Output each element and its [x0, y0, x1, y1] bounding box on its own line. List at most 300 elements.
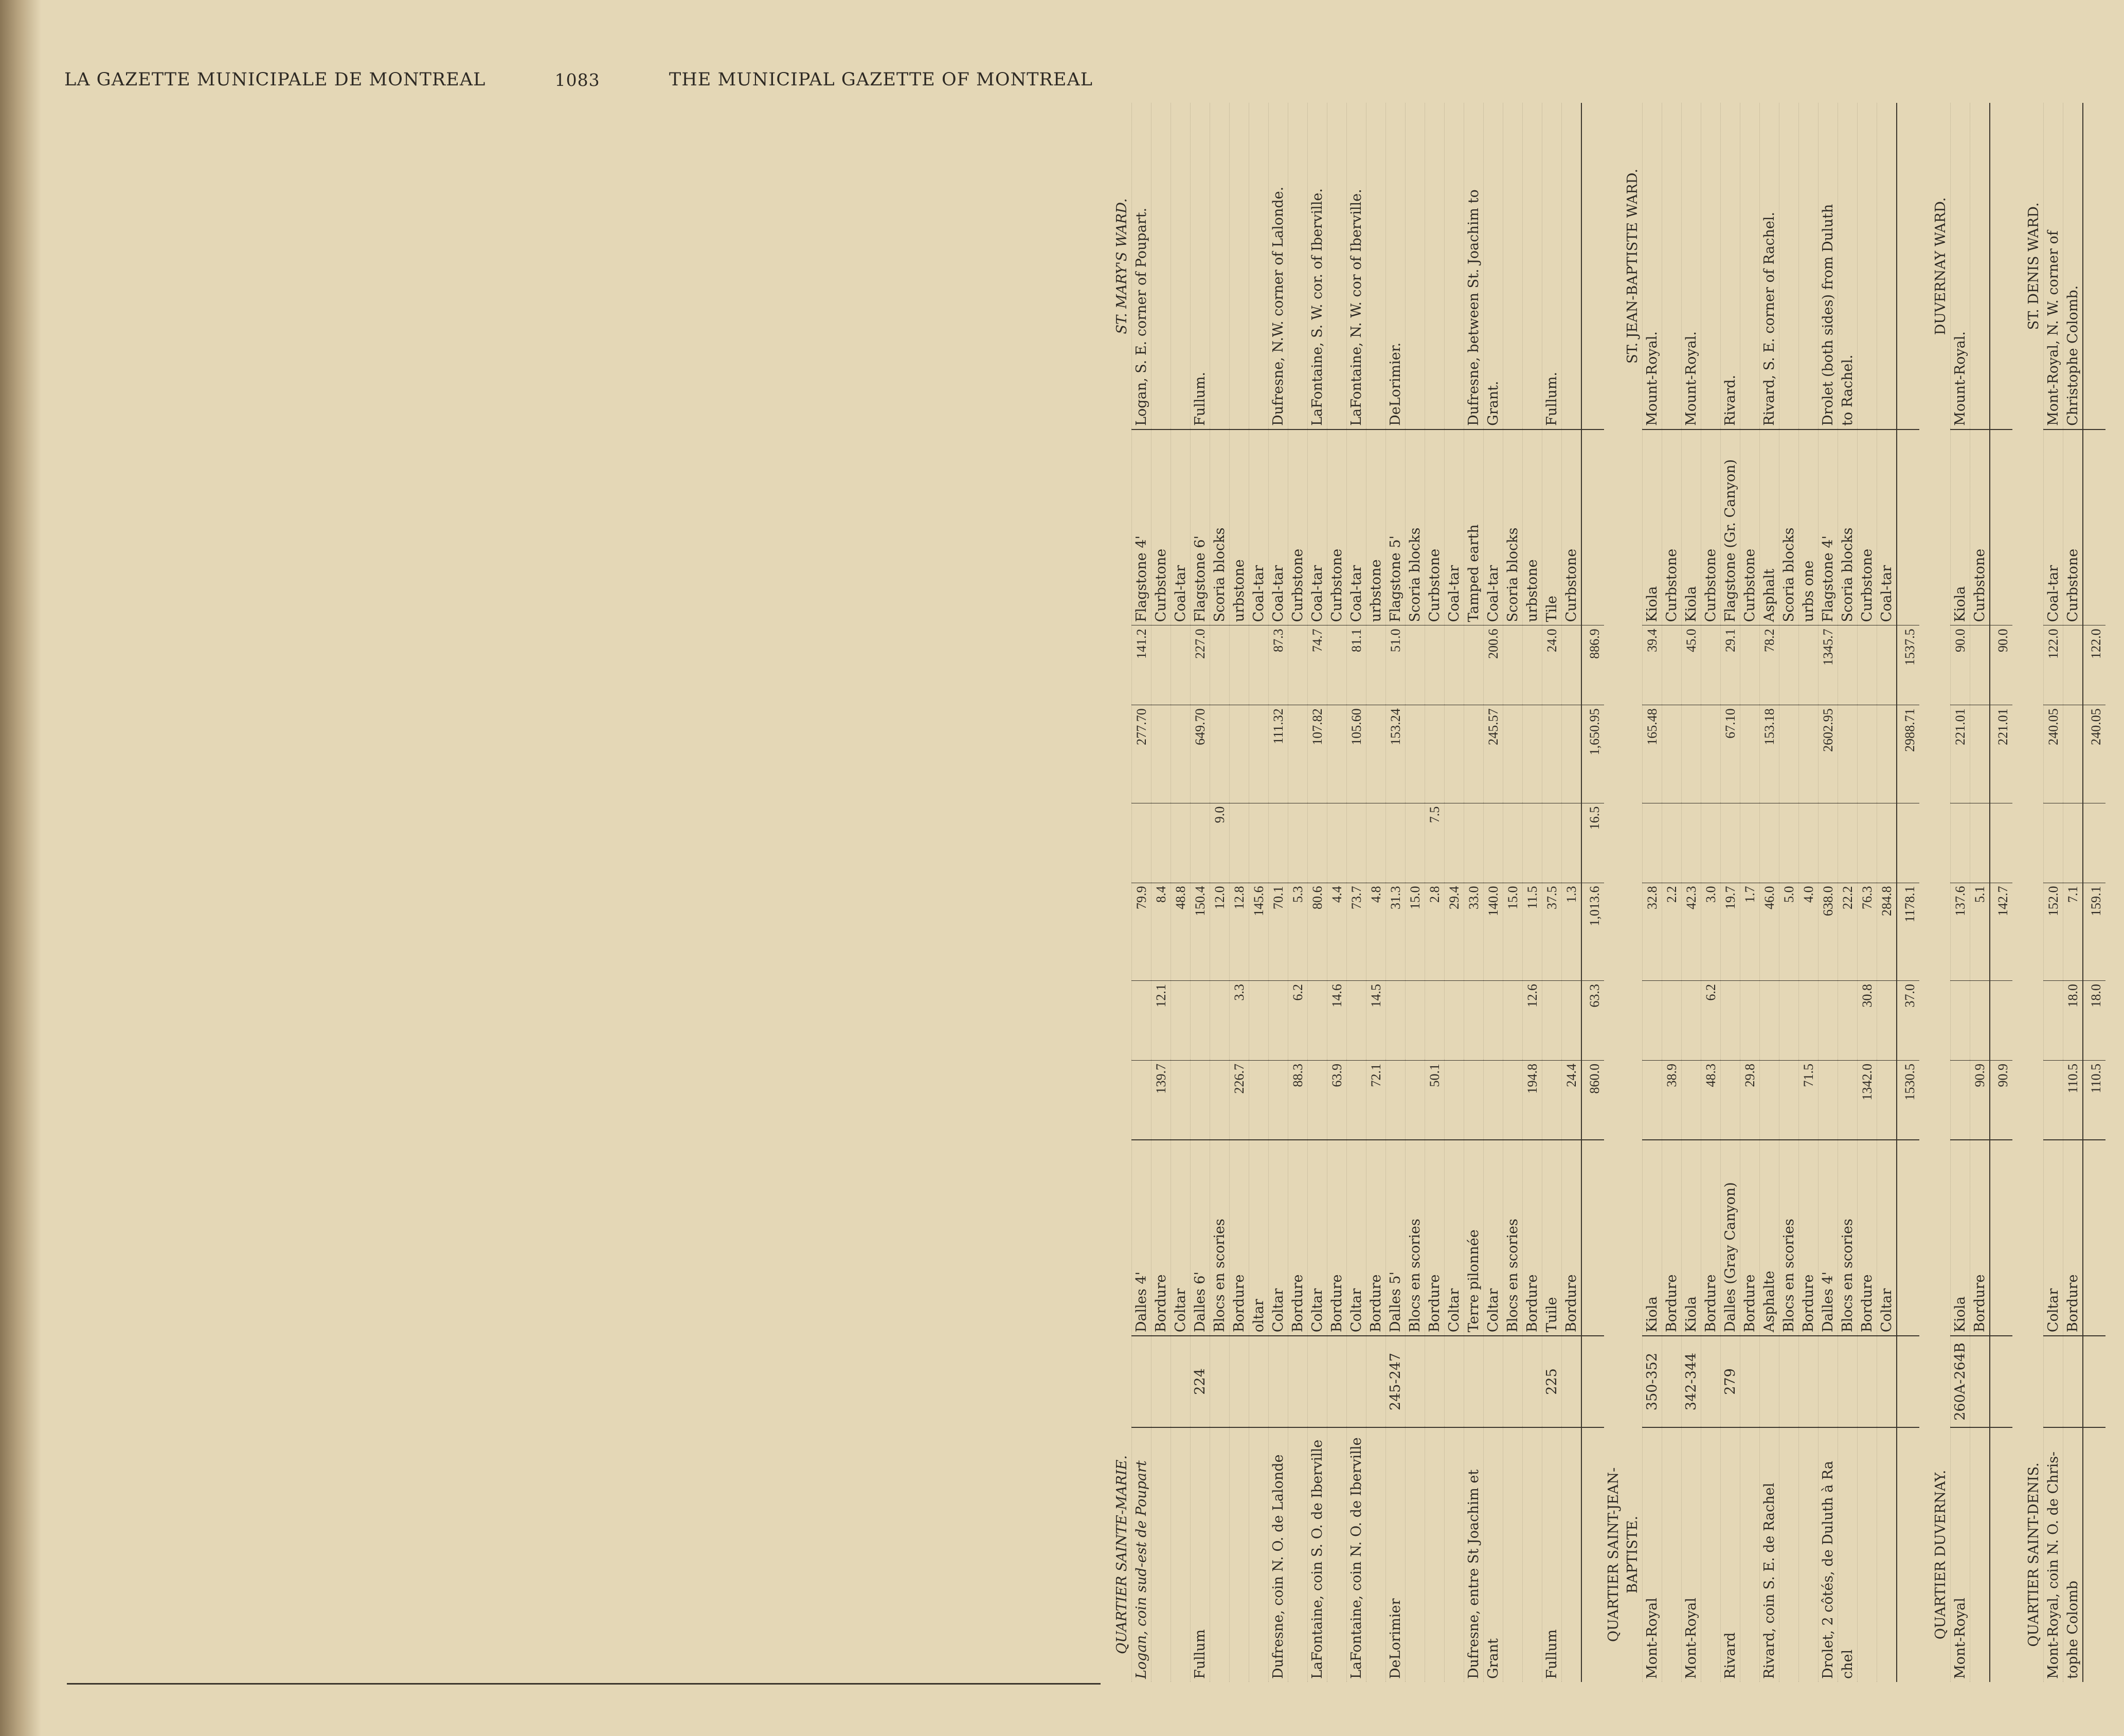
quantity-cell-c2 — [1386, 980, 1406, 1060]
quantity-cell-c6 — [1210, 625, 1230, 705]
street-fr-cell: Fullum — [1191, 1427, 1210, 1682]
civic-numbers-cell — [1701, 1336, 1721, 1427]
material-fr-cell: Bordure — [1151, 1140, 1171, 1336]
quantity-cell-c6: 200.6 — [1484, 625, 1503, 705]
material-en-cell: Coal-tar — [1249, 429, 1269, 625]
quantity-cell-c3: 5.3 — [1288, 883, 1308, 980]
quantity-cell-c2 — [1132, 980, 1151, 1060]
total-cell-c3: 1178.1 — [1897, 883, 1919, 980]
quantity-cell-c3: 152.0 — [2044, 883, 2063, 980]
quantity-cell-c4 — [1230, 803, 1249, 883]
total-cell-c1: 1530.5 — [1897, 1060, 1919, 1140]
street-fr-cell: LaFontaine, coin S. O. de Iberville — [1308, 1427, 1327, 1682]
quantity-cell-c2 — [1662, 980, 1682, 1060]
totals-blank — [1581, 429, 1604, 625]
civic-numbers-cell — [1970, 1336, 1990, 1427]
quantity-cell-c4 — [1799, 803, 1819, 883]
quantity-cell-c3: 33.0 — [1464, 883, 1484, 980]
quantity-cell-c2 — [1484, 980, 1503, 1060]
quantity-cell-c1 — [1171, 1060, 1191, 1140]
quantity-cell-c6: 227.0 — [1191, 625, 1210, 705]
quantity-cell-c2 — [1191, 980, 1210, 1060]
street-fr-cell: Dufresne, entre St Joachim et — [1464, 1427, 1484, 1682]
running-header — [64, 62, 1093, 98]
totals-blank — [2083, 1140, 2105, 1336]
quantity-cell-c5 — [1799, 705, 1819, 803]
street-fr-cell — [1171, 1427, 1191, 1682]
total-cell-c4 — [1897, 803, 1919, 883]
street-fr-cell: Mont-Royal — [1682, 1427, 1701, 1682]
quantity-cell-c4 — [1819, 803, 1838, 883]
quantity-cell-c6 — [1171, 625, 1191, 705]
quantity-cell-c6 — [1838, 625, 1858, 705]
quantity-cell-c4: 9.0 — [1210, 803, 1230, 883]
street-en-cell — [1970, 103, 1990, 429]
quantity-cell-c3: 4.4 — [1327, 883, 1347, 980]
quantity-cell-c6: 141.2 — [1132, 625, 1151, 705]
material-fr-cell: Kiola — [1951, 1140, 1970, 1336]
quantity-cell-c5 — [1970, 705, 1990, 803]
quantity-cell-c6: 90.0 — [1951, 625, 1970, 705]
civic-numbers-cell — [1230, 1336, 1249, 1427]
material-en-cell: Coal-tar — [1347, 429, 1366, 625]
quantity-cell-c1 — [2044, 1060, 2063, 1140]
quantity-cell-c5 — [1877, 705, 1897, 803]
material-fr-cell: Bordure — [1799, 1140, 1819, 1336]
street-fr-cell: Drolet, 2 côtés, de Duluth à Ra — [1819, 1427, 1838, 1682]
quantity-cell-c5 — [1171, 705, 1191, 803]
material-fr-cell: Coltar — [1308, 1140, 1327, 1336]
quantity-cell-c2: 6.2 — [1288, 980, 1308, 1060]
material-en-cell: Curbstone — [1425, 429, 1445, 625]
material-en-cell: Curbstone — [1858, 429, 1877, 625]
table-row — [1347, 103, 1366, 1682]
street-fr-cell — [1288, 1427, 1308, 1682]
quantity-cell-c3: 2.2 — [1662, 883, 1682, 980]
quantity-cell-c3: 73.7 — [1347, 883, 1366, 980]
material-en-cell: Flagstone 4' — [1132, 429, 1151, 625]
quantity-cell-c6 — [1740, 625, 1760, 705]
quantity-cell-c6 — [1445, 625, 1464, 705]
street-fr-cell — [1445, 1427, 1464, 1682]
street-fr-cell: Mont-Royal — [1951, 1427, 1970, 1682]
quantity-cell-c3: 12.0 — [1210, 883, 1230, 980]
quantity-cell-c4 — [1877, 803, 1897, 883]
table-row — [1288, 103, 1308, 1682]
street-en-cell — [1445, 103, 1464, 429]
quantity-cell-c3: 12.8 — [1230, 883, 1249, 980]
quantity-cell-c1: 90.9 — [1970, 1060, 1990, 1140]
street-fr-cell: Mont-Royal — [1643, 1427, 1662, 1682]
quantity-cell-c4 — [1858, 803, 1877, 883]
material-en-cell: Curbstone — [1327, 429, 1347, 625]
totals-row — [2083, 103, 2105, 1682]
quantity-cell-c3: 145.6 — [1249, 883, 1269, 980]
civic-numbers-cell — [1132, 1336, 1151, 1427]
material-en-cell: Scoria blocks — [1503, 429, 1523, 625]
totals-blank — [1581, 1140, 1604, 1336]
quantity-cell-c4 — [1366, 803, 1386, 883]
quantity-cell-c2: 3.3 — [1230, 980, 1249, 1060]
total-cell-c1: 860.0 — [1581, 1060, 1604, 1140]
street-en-cell — [1779, 103, 1799, 429]
quantity-cell-c5 — [1701, 705, 1721, 803]
material-fr-cell: Bordure — [1230, 1140, 1249, 1336]
quantity-cell-c2 — [1269, 980, 1288, 1060]
quantity-cell-c3: 31.3 — [1386, 883, 1406, 980]
material-fr-cell: Dalles 6' — [1191, 1140, 1210, 1336]
quantity-cell-c6 — [1701, 625, 1721, 705]
material-en-cell: Scoria blocks — [1210, 429, 1230, 625]
street-fr-cell: chel — [1838, 1427, 1858, 1682]
quantity-cell-c5 — [1151, 705, 1171, 803]
quantity-cell-c2 — [1740, 980, 1760, 1060]
street-fr-cell — [1562, 1427, 1582, 1682]
civic-numbers-cell — [1288, 1336, 1308, 1427]
street-fr-cell — [1503, 1427, 1523, 1682]
quantity-cell-c1 — [1406, 1060, 1425, 1140]
street-en-cell — [1210, 103, 1230, 429]
quantity-cell-c6 — [1366, 625, 1386, 705]
quantity-cell-c6: 1345.7 — [1819, 625, 1838, 705]
quantity-cell-c1 — [1779, 1060, 1799, 1140]
quantity-cell-c5 — [1327, 705, 1347, 803]
quantity-cell-c1: 50.1 — [1425, 1060, 1445, 1140]
quantity-cell-c2 — [1799, 980, 1819, 1060]
totals-blank — [1897, 1140, 1919, 1336]
table-row — [1721, 103, 1740, 1682]
table-row — [1269, 103, 1288, 1682]
quantity-cell-c6 — [1230, 625, 1249, 705]
quantity-cell-c6 — [1151, 625, 1171, 705]
quantity-cell-c6 — [1779, 625, 1799, 705]
street-en-cell — [1877, 103, 1897, 429]
material-en-cell: urbstone — [1366, 429, 1386, 625]
quantity-cell-c4 — [1464, 803, 1484, 883]
street-en-cell — [1562, 103, 1582, 429]
quantity-cell-c6 — [1523, 625, 1542, 705]
civic-numbers-cell — [1877, 1336, 1897, 1427]
ward-title-fr: QUARTIER SAINTE-MARIE. — [1114, 1455, 1130, 1654]
street-en-cell — [1799, 103, 1819, 429]
street-en-cell: Dufresne, N.W. corner of Lalonde. — [1269, 103, 1288, 429]
table-row — [1562, 103, 1582, 1682]
quantity-cell-c4: 7.5 — [1425, 803, 1445, 883]
civic-numbers-cell: 342-344 — [1682, 1336, 1701, 1427]
material-en-cell: Curbstone — [2063, 429, 2083, 625]
quantity-cell-c4 — [1269, 803, 1288, 883]
quantity-cell-c2 — [2044, 980, 2063, 1060]
quantity-cell-c4 — [1662, 803, 1682, 883]
material-fr-cell: Dalles 5' — [1386, 1140, 1406, 1336]
total-cell-c5: 1,650.95 — [1581, 705, 1604, 803]
civic-numbers-cell — [1210, 1336, 1230, 1427]
street-en-cell: Fullum. — [1542, 103, 1562, 429]
quantity-cell-c5 — [1288, 705, 1308, 803]
street-fr-cell — [1779, 1427, 1799, 1682]
totals-row — [1581, 103, 1604, 1682]
table-row — [1523, 103, 1542, 1682]
quantity-cell-c4 — [1327, 803, 1347, 883]
material-fr-cell: Tuile — [1542, 1140, 1562, 1336]
street-fr-cell: DeLorimier — [1386, 1427, 1406, 1682]
total-cell-c4 — [1990, 803, 2012, 883]
material-fr-cell: Coltar — [1269, 1140, 1288, 1336]
ward-header-row — [1919, 103, 1951, 1682]
quantity-cell-c2 — [1406, 980, 1425, 1060]
quantity-cell-c2: 12.1 — [1151, 980, 1171, 1060]
quantity-cell-c5 — [1230, 705, 1249, 803]
quantity-cell-c6: 122.0 — [2044, 625, 2063, 705]
quantity-cell-c5 — [1503, 705, 1523, 803]
total-cell-c1: 110.5 — [2083, 1060, 2105, 1140]
quantity-cell-c6 — [1562, 625, 1582, 705]
street-fr-cell: Mont-Royal, coin N. O. de Chris- — [2044, 1427, 2063, 1682]
table-row — [1819, 103, 1838, 1682]
quantity-cell-c6 — [1858, 625, 1877, 705]
quantity-cell-c4 — [2063, 803, 2083, 883]
quantity-cell-c6: 39.4 — [1643, 625, 1662, 705]
quantity-cell-c4 — [1445, 803, 1464, 883]
quantity-cell-c4 — [1562, 803, 1582, 883]
rotated-ledger — [1101, 103, 2124, 1682]
quantity-cell-c4 — [1503, 803, 1523, 883]
street-fr-cell — [1406, 1427, 1425, 1682]
material-fr-cell: Blocs en scories — [1503, 1140, 1523, 1336]
quantity-cell-c5 — [2063, 705, 2083, 803]
quantity-cell-c4 — [1760, 803, 1779, 883]
civic-numbers-cell — [2063, 1336, 2083, 1427]
quantity-cell-c1: 1342.0 — [1858, 1060, 1877, 1140]
civic-numbers-cell — [1366, 1336, 1386, 1427]
table-row — [1838, 103, 1858, 1682]
quantity-cell-c6 — [1662, 625, 1682, 705]
quantity-cell-c3: 15.0 — [1503, 883, 1523, 980]
material-en-cell: Coal-tar — [1171, 429, 1191, 625]
total-cell-c3: 142.7 — [1990, 883, 2012, 980]
total-cell-c5: 2988.71 — [1897, 705, 1919, 803]
material-fr-cell: Coltar — [1484, 1140, 1503, 1336]
quantity-cell-c5 — [1542, 705, 1562, 803]
civic-numbers-cell — [1445, 1336, 1464, 1427]
street-fr-cell — [1249, 1427, 1269, 1682]
totals-row — [1990, 103, 2012, 1682]
totals-blank — [1990, 1336, 2012, 1427]
civic-numbers-cell: 245-247 — [1386, 1336, 1406, 1427]
ward-title-fr: QUARTIER DUVERNAY. — [1933, 1470, 1949, 1640]
street-fr-cell — [1877, 1427, 1897, 1682]
quantity-cell-c4 — [1970, 803, 1990, 883]
quantity-cell-c1: 71.5 — [1799, 1060, 1819, 1140]
material-fr-cell: Coltar — [1877, 1140, 1897, 1336]
quantity-cell-c5 — [1210, 705, 1230, 803]
street-en-cell — [1701, 103, 1721, 429]
quantity-cell-c3: 19.7 — [1721, 883, 1740, 980]
quantity-cell-c3: 140.0 — [1484, 883, 1503, 980]
totals-blank — [1897, 1336, 1919, 1427]
material-en-cell: Scoria blocks — [1838, 429, 1858, 625]
table-row — [1445, 103, 1464, 1682]
material-en-cell: Kiola — [1951, 429, 1970, 625]
material-en-cell: Tamped earth — [1464, 429, 1484, 625]
quantity-cell-c1 — [1877, 1060, 1897, 1140]
quantity-cell-c1: 38.9 — [1662, 1060, 1682, 1140]
table-row — [1366, 103, 1386, 1682]
quantity-cell-c1: 72.1 — [1366, 1060, 1386, 1140]
totals-blank — [1897, 429, 1919, 625]
quantity-cell-c4 — [1308, 803, 1327, 883]
material-en-cell: Coal-tar — [1445, 429, 1464, 625]
quantity-cell-c6 — [1970, 625, 1990, 705]
street-fr-cell — [1425, 1427, 1445, 1682]
material-fr-cell: Coltar — [1171, 1140, 1191, 1336]
total-cell-c5: 240.05 — [2083, 705, 2105, 803]
ward-header-spacer — [1604, 429, 1643, 1427]
quantity-cell-c1: 24.4 — [1562, 1060, 1582, 1140]
quantity-cell-c4 — [1951, 803, 1970, 883]
quantity-cell-c5: 221.01 — [1951, 705, 1970, 803]
quantity-cell-c6 — [1288, 625, 1308, 705]
civic-numbers-cell — [1562, 1336, 1582, 1427]
total-cell-c3: 159.1 — [2083, 883, 2105, 980]
quantity-cell-c2: 12.6 — [1523, 980, 1542, 1060]
quantity-cell-c3: 22.2 — [1838, 883, 1858, 980]
material-en-cell: Scoria blocks — [1779, 429, 1799, 625]
material-fr-cell: Bordure — [1523, 1140, 1542, 1336]
quantity-cell-c4 — [1643, 803, 1662, 883]
ward-title-en: ST. JEAN-BAPTISTE WARD. — [1625, 168, 1641, 364]
table-row — [1386, 103, 1406, 1682]
quantity-cell-c3: 3.0 — [1701, 883, 1721, 980]
table-row — [1171, 103, 1191, 1682]
material-fr-cell: Dalles 4' — [1819, 1140, 1838, 1336]
table-row — [1542, 103, 1562, 1682]
ledger-body — [1101, 103, 2105, 1682]
street-fr-cell — [1662, 1427, 1682, 1682]
quantity-cell-c6: 29.1 — [1721, 625, 1740, 705]
quantity-cell-c5 — [1523, 705, 1542, 803]
quantity-cell-c3: 29.4 — [1445, 883, 1464, 980]
civic-numbers-cell — [1760, 1336, 1779, 1427]
quantity-cell-c5: 165.48 — [1643, 705, 1662, 803]
header-french-title: LA GAZETTE MUNICIPALE DE MONTREAL — [64, 69, 486, 90]
material-fr-cell: Bordure — [1701, 1140, 1721, 1336]
table-row — [1662, 103, 1682, 1682]
material-fr-cell: Blocs en scories — [1406, 1140, 1425, 1336]
table-row — [1643, 103, 1662, 1682]
street-fr-cell — [1327, 1427, 1347, 1682]
quantity-cell-c3: 1.7 — [1740, 883, 1760, 980]
civic-numbers-cell — [1464, 1336, 1484, 1427]
civic-numbers-cell — [1347, 1336, 1366, 1427]
table-row — [1877, 103, 1897, 1682]
street-fr-cell — [1970, 1427, 1990, 1682]
table-row — [1425, 103, 1445, 1682]
ward-header-spacer — [1101, 429, 1132, 1427]
table-row — [2044, 103, 2063, 1682]
total-cell-c4 — [2083, 803, 2105, 883]
material-en-cell: Flagstone 4' — [1819, 429, 1838, 625]
material-fr-cell: Coltar — [1347, 1140, 1366, 1336]
quantity-cell-c1 — [1819, 1060, 1838, 1140]
civic-numbers-cell — [1838, 1336, 1858, 1427]
quantity-cell-c6 — [1406, 625, 1425, 705]
quantity-cell-c5 — [1464, 705, 1484, 803]
page-number: 1083 — [554, 69, 600, 90]
civic-numbers-cell — [1308, 1336, 1327, 1427]
material-fr-cell: Bordure — [1327, 1140, 1347, 1336]
quantity-cell-c5 — [1445, 705, 1464, 803]
quantity-cell-c2 — [1503, 980, 1523, 1060]
material-fr-cell: Bordure — [1970, 1140, 1990, 1336]
quantity-cell-c4 — [1542, 803, 1562, 883]
quantity-cell-c1 — [1542, 1060, 1562, 1140]
total-cell-c6: 886.9 — [1581, 625, 1604, 705]
civic-numbers-cell — [2044, 1336, 2063, 1427]
street-en-cell — [1425, 103, 1445, 429]
street-en-cell: Mount-Royal. — [1951, 103, 1970, 429]
ward-title-en: ST. DENIS WARD. — [2026, 202, 2042, 330]
table-row — [1191, 103, 1210, 1682]
material-en-cell: Flagstone (Gr. Canyon) — [1721, 429, 1740, 625]
quantity-cell-c6: 87.3 — [1269, 625, 1288, 705]
quantity-cell-c4 — [1191, 803, 1210, 883]
table-row — [1151, 103, 1171, 1682]
quantity-cell-c2 — [1779, 980, 1799, 1060]
quantity-cell-c5 — [1838, 705, 1858, 803]
quantity-cell-c6 — [1877, 625, 1897, 705]
street-fr-cell: LaFontaine, coin N. O. de Iberville — [1347, 1427, 1366, 1682]
total-cell-c2: 18.0 — [2083, 980, 2105, 1060]
civic-numbers-cell — [1740, 1336, 1760, 1427]
table-row — [1503, 103, 1523, 1682]
street-en-cell: LaFontaine, N. W. cor of Iberville. — [1347, 103, 1366, 429]
header-english-title: THE MUNICIPAL GAZETTE OF MONTREAL — [669, 69, 1093, 90]
total-cell-c6: 90.0 — [1990, 625, 2012, 705]
quantity-cell-c3: 46.0 — [1760, 883, 1779, 980]
material-en-cell: Kiola — [1682, 429, 1701, 625]
material-fr-cell: Dalles 4' — [1132, 1140, 1151, 1336]
quantity-cell-c2 — [1171, 980, 1191, 1060]
material-fr-cell: oltar — [1249, 1140, 1269, 1336]
quantity-cell-c3: 8.4 — [1151, 883, 1171, 980]
quantity-cell-c2: 6.2 — [1701, 980, 1721, 1060]
quantity-cell-c2 — [1721, 980, 1740, 1060]
civic-numbers-cell: 225 — [1542, 1336, 1562, 1427]
quantity-cell-c1: 29.8 — [1740, 1060, 1760, 1140]
table-row — [1308, 103, 1327, 1682]
quantity-cell-c5 — [1740, 705, 1760, 803]
quantity-cell-c3: 150.4 — [1191, 883, 1210, 980]
quantity-cell-c5: 649.70 — [1191, 705, 1210, 803]
quantity-cell-c4 — [1132, 803, 1151, 883]
civic-numbers-cell — [1151, 1336, 1171, 1427]
street-fr-cell — [1858, 1427, 1877, 1682]
street-fr-cell — [1230, 1427, 1249, 1682]
quantity-cell-c5 — [1562, 705, 1582, 803]
total-cell-c2: 37.0 — [1897, 980, 1919, 1060]
quantity-cell-c1 — [1210, 1060, 1230, 1140]
quantity-cell-c1: 194.8 — [1523, 1060, 1542, 1140]
quantity-cell-c3: 5.0 — [1779, 883, 1799, 980]
material-fr-cell: Bordure — [2063, 1140, 2083, 1336]
quantity-cell-c3: 70.1 — [1269, 883, 1288, 980]
street-en-cell — [1288, 103, 1308, 429]
street-en-cell — [1171, 103, 1191, 429]
quantity-cell-c3: 638.0 — [1819, 883, 1838, 980]
material-en-cell: Coal-tar — [2044, 429, 2063, 625]
table-row — [1406, 103, 1425, 1682]
